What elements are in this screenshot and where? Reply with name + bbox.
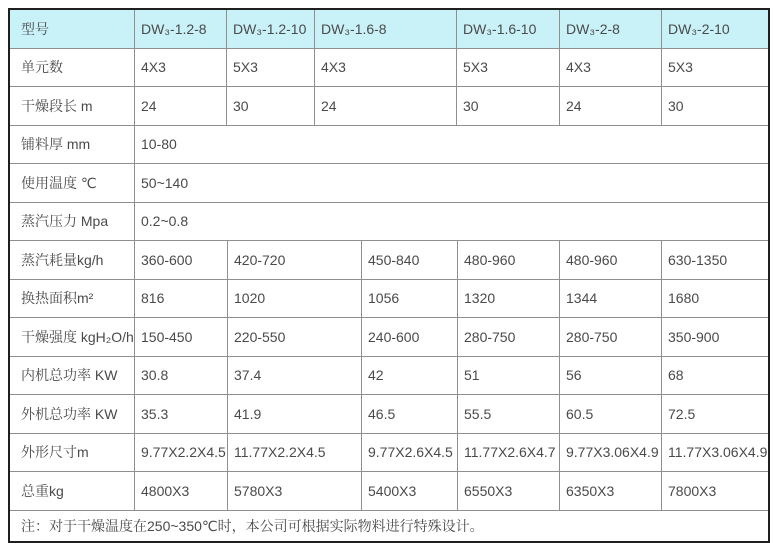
- table-row-overall-dimensions: [10, 434, 768, 473]
- value-cell: 240-600: [362, 318, 458, 356]
- value-cell: 4X3: [135, 49, 227, 87]
- table-row-steam-pressure: [10, 203, 768, 242]
- value-cell: 630-1350: [668, 251, 728, 268]
- value-cell: 24: [560, 87, 662, 125]
- value-cell: 30: [457, 87, 560, 125]
- value-cell: 42: [362, 357, 458, 395]
- value-cell: 4X3: [560, 49, 662, 87]
- value-cell: 37.4: [228, 357, 362, 395]
- table-row-outer-machine-power: [10, 395, 768, 434]
- value-cell: 6550X3: [458, 472, 560, 510]
- value-cell: 480-960: [458, 241, 560, 279]
- value-cell: 9.77X2.6X4.5: [362, 434, 458, 472]
- value-cell: 11.77X2.6X4.7: [458, 434, 560, 472]
- value-cell: 280-750: [560, 318, 662, 356]
- value-cell: 46.5: [362, 395, 458, 433]
- table-row-material-thickness: [10, 126, 768, 165]
- value-cell: 816: [135, 280, 228, 318]
- row-label: 换热面积m²: [10, 280, 135, 318]
- row-label: 蒸汽耗量kg/h: [10, 241, 135, 279]
- row-label: 外形尺寸m: [10, 434, 135, 472]
- header-label-model: 型号: [10, 10, 135, 48]
- table-row-unit-count: [10, 49, 768, 88]
- value-cell: 1320: [458, 280, 560, 318]
- row-label: 干燥强度 kgH₂O/h: [10, 318, 135, 356]
- table-row-total-weight: [10, 472, 768, 511]
- value-cell: 1344: [560, 280, 662, 318]
- value-cell: 60.5: [560, 395, 662, 433]
- value-cell: 24: [135, 87, 227, 125]
- value-cell: 5X3: [457, 49, 560, 87]
- value-cell: 4X3: [315, 49, 457, 87]
- merged-value-cell: 0.2~0.8: [141, 213, 189, 230]
- value-cell: 51: [458, 357, 560, 395]
- value-cell: 9.77X2.2X4.5: [135, 434, 228, 472]
- value-cell: 280-750: [458, 318, 560, 356]
- value-cell: 72.5: [668, 405, 696, 422]
- footnote-text: 注：对于干燥温度在250~350℃时，本公司可根据实际物料进行特殊设计。: [21, 517, 484, 534]
- value-cell: 11.77X2.2X4.5: [228, 434, 362, 472]
- merged-value-cell: 10-80: [141, 136, 177, 153]
- value-cell: 6350X3: [560, 472, 662, 510]
- value-cell: 450-840: [362, 241, 458, 279]
- value-cell: 1680: [668, 290, 700, 307]
- value-cell: 420-720: [228, 241, 362, 279]
- row-label: 干燥段长 m: [10, 87, 135, 125]
- model-header: DW₃-2-8: [560, 10, 662, 48]
- row-label: 蒸汽压力 Mpa: [10, 203, 135, 241]
- row-label: 单元数: [10, 49, 135, 87]
- table-row-drying-intensity: [10, 318, 768, 357]
- table-row-heat-exchange-area: [10, 280, 768, 319]
- row-label: 外机总功率 KW: [10, 395, 135, 433]
- value-cell: 9.77X3.06X4.9: [560, 434, 662, 472]
- model-header: DW₃-2-10: [668, 20, 730, 37]
- table-row-drying-section-length: [10, 87, 768, 126]
- row-label: 使用温度 ℃: [10, 164, 135, 202]
- value-cell: 1020: [228, 280, 362, 318]
- model-header: DW₃-1.6-10: [457, 10, 560, 48]
- row-label: 总重kg: [10, 472, 135, 510]
- value-cell: 480-960: [560, 241, 662, 279]
- value-cell: 24: [315, 87, 457, 125]
- value-cell: 41.9: [228, 395, 362, 433]
- merged-value-cell: 50~140: [141, 174, 189, 191]
- value-cell: 7800X3: [668, 482, 717, 499]
- value-cell: 30.8: [135, 357, 228, 395]
- model-header: DW₃-1.6-8: [315, 10, 457, 48]
- value-cell: 30: [227, 87, 315, 125]
- value-cell: 56: [560, 357, 662, 395]
- value-cell: 30: [668, 97, 684, 114]
- value-cell: 55.5: [458, 395, 560, 433]
- table-row-operating-temperature: [10, 164, 768, 203]
- value-cell: 350-900: [668, 328, 720, 345]
- value-cell: 220-550: [228, 318, 362, 356]
- model-header: DW₃-1.2-10: [227, 10, 315, 48]
- value-cell: 4800X3: [135, 472, 228, 510]
- model-header: DW₃-1.2-8: [135, 10, 227, 48]
- table-row-inner-machine-power: [10, 357, 768, 396]
- dryer-spec-table: [8, 8, 770, 543]
- value-cell: 5X3: [227, 49, 315, 87]
- row-label: 内机总功率 KW: [10, 357, 135, 395]
- table-row-steam-consumption: [10, 241, 768, 280]
- value-cell: 1056: [362, 280, 458, 318]
- value-cell: 360-600: [135, 241, 228, 279]
- table-footnote-row: [10, 511, 768, 541]
- value-cell: 68: [668, 367, 684, 384]
- value-cell: 11.77X3.06X4.9: [668, 444, 768, 461]
- value-cell: 150-450: [135, 318, 228, 356]
- value-cell: 5400X3: [362, 472, 458, 510]
- row-label: 铺料厚 mm: [10, 126, 135, 164]
- value-cell: 5X3: [668, 59, 693, 76]
- value-cell: 5780X3: [228, 472, 362, 510]
- value-cell: 35.3: [135, 395, 228, 433]
- table-header-row: [10, 10, 768, 49]
